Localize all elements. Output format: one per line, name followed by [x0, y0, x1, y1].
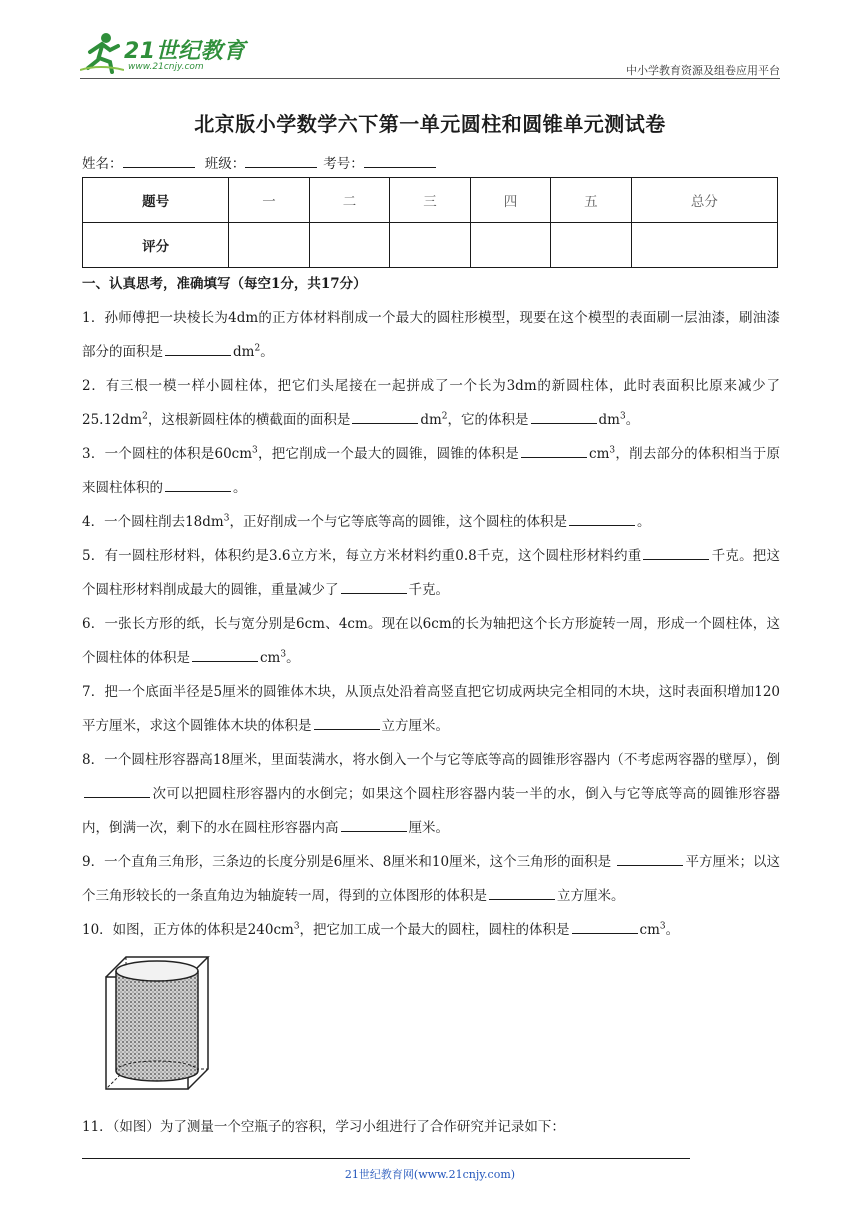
score-cell[interactable]: [631, 223, 777, 268]
student-info: [82, 152, 442, 172]
score-header-cell: 一: [229, 178, 309, 223]
section-heading: 一、认真思考，准确填写（每空1分，共17分）: [82, 276, 367, 292]
question-content: [82, 269, 780, 1144]
score-header-cell: 四: [470, 178, 550, 223]
name-blank[interactable]: [123, 155, 195, 168]
class-blank[interactable]: [245, 155, 317, 168]
q6-unit: cm: [260, 650, 281, 666]
q10-sup: 3: [293, 921, 300, 932]
q5-text: 5．有一圆柱形材料，体积约是3.6立方米，每立方米材料约重0.8千克，这个圆柱形材料约重: [82, 548, 642, 564]
question-2: [82, 369, 780, 437]
q1-text: 1．孙师傅把一块棱长为4dm的正方体材料削成一个最大的圆柱形模型，现要在这个模型的表面刷一层油漆，刷油漆部分的面积是: [82, 310, 780, 360]
number-label: 考号：: [323, 156, 364, 172]
question-11: 11．（如图）为了测量一个空瓶子的容积，学习小组进行了合作研究并记录如下：: [82, 1119, 565, 1135]
answer-blank[interactable]: [643, 545, 709, 560]
score-label-cell: 评分: [83, 223, 229, 268]
q1-end: 。: [260, 344, 274, 360]
class-label: 班级：: [204, 156, 246, 172]
answer-blank[interactable]: [165, 477, 231, 492]
answer-blank[interactable]: [165, 341, 231, 356]
q7-end: 立方厘米。: [381, 718, 449, 734]
page-title: 北京版小学数学六下第一单元圆柱和圆锥单元测试卷: [194, 112, 666, 136]
answer-blank[interactable]: [192, 647, 258, 662]
question-6: [82, 607, 780, 675]
q10-text: 10．如图，正方体的体积是240cm: [82, 922, 294, 938]
score-cell[interactable]: [229, 223, 309, 268]
q1-sup: 2: [254, 343, 261, 354]
answer-blank[interactable]: [521, 443, 587, 458]
q6-text: 6．一张长方形的纸，长与宽分别是6cm、4cm。现在以6cm的长为轴把这个长方形旋转一周，形成一个圆柱体，这个圆柱体的体积是: [82, 616, 780, 666]
question-5: [82, 539, 780, 607]
answer-blank[interactable]: [341, 817, 407, 832]
q3-sup: 3: [609, 445, 616, 456]
q5-end: 千克。: [408, 582, 449, 598]
q4-end: 。: [636, 514, 651, 530]
runner-logo-icon: [80, 30, 124, 74]
q2-text: ，它的体积是: [447, 412, 529, 428]
answer-blank[interactable]: [341, 579, 407, 594]
q9-text: 平方厘米；以这个三角形较长的一条直角边为轴旋转一周，得到的立体图形的体积是: [82, 854, 780, 904]
answer-blank[interactable]: [314, 715, 380, 730]
q5-text: 千克。把这个圆柱形材料削成最大的圆锥，重量减少了: [82, 548, 781, 598]
cube-cylinder-figure: [102, 953, 212, 1093]
score-cell[interactable]: [470, 223, 550, 268]
q10-unit: cm: [639, 922, 660, 938]
score-header-row: [83, 178, 778, 223]
q3-text: 3．一个圆柱的体积是60cm: [82, 446, 253, 462]
answer-blank[interactable]: [489, 885, 555, 900]
answer-blank[interactable]: [352, 409, 418, 424]
number-blank[interactable]: [364, 155, 436, 168]
question-4: [82, 505, 780, 539]
q3-end: 。: [233, 480, 247, 496]
answer-blank[interactable]: [617, 851, 683, 866]
q2-text: ，这根新圆柱体的横截面的面积是: [147, 412, 351, 428]
q2-text: 2．有三根一模一样小圆柱体，把它们头尾接在一起拼成了一个长为3dm的新圆柱体，此时表面积比原来减少了25.12dm: [82, 378, 780, 428]
q8-text: 次可以把圆柱形容器内的水倒完；如果这个圆柱形容器内装一半的水，倒入与它等底等高的圆锥形容器内，倒满一次，剩下的水在圆柱形容器内高: [82, 786, 780, 836]
score-header-cell: 三: [390, 178, 470, 223]
logo-url: www.21cnjy.com: [128, 62, 204, 72]
header-divider: [80, 78, 780, 79]
question-9: [82, 845, 780, 913]
score-cell[interactable]: [551, 223, 631, 268]
q9-end: 立方厘米。: [557, 888, 625, 904]
q6-sup: 3: [280, 649, 287, 660]
q10-end: 。: [665, 922, 680, 938]
question-8: [82, 743, 780, 845]
score-header-cell: 总分: [631, 178, 777, 223]
score-cell[interactable]: [309, 223, 389, 268]
score-cell[interactable]: [390, 223, 470, 268]
q2-end: 。: [625, 412, 640, 428]
answer-blank[interactable]: [572, 919, 638, 934]
q8-end: 厘米。: [408, 820, 449, 836]
q1-unit: dm: [233, 344, 255, 360]
score-header-cell: 题号: [83, 178, 229, 223]
name-label: 姓名：: [82, 156, 123, 172]
platform-label: 中小学教育资源及组卷应用平台: [626, 64, 780, 77]
q6-end: 。: [286, 650, 300, 666]
q2-unit: dm: [598, 412, 620, 428]
logo-text: 21世纪教育: [124, 39, 246, 64]
page-header: [80, 30, 780, 80]
question-3: [82, 437, 780, 505]
answer-blank[interactable]: [84, 783, 150, 798]
score-header-cell: 五: [551, 178, 631, 223]
q3-text: ，削去部分的体积相当于原来圆柱体积的: [82, 446, 781, 496]
q4-sup: 3: [223, 513, 230, 524]
q2-sup: 2: [142, 411, 148, 422]
answer-blank[interactable]: [531, 409, 597, 424]
q7-text: 7．把一个底面半径是5厘米的圆锥体木块，从顶点处沿着高竖直把它切成两块完全相同的木块，这时表面积增加120平方厘米，求这个圆锥体木块的体积是: [82, 684, 780, 734]
footer-text: 21世纪教育网(www.21cnjy.com): [344, 1168, 516, 1181]
q3-unit: cm: [589, 446, 610, 462]
q2-sup: 2: [441, 411, 448, 422]
answer-blank[interactable]: [569, 511, 635, 526]
question-1: [82, 301, 780, 369]
q10-text: ，把它加工成一个最大的圆柱，圆柱的体积是: [299, 922, 570, 938]
question-7: [82, 675, 780, 743]
q3-text: ，把它削成一个最大的圆锥，圆锥的体积是: [257, 446, 520, 462]
q10-sup: 3: [659, 921, 666, 932]
logo: [80, 30, 260, 78]
score-header-cell: 二: [309, 178, 389, 223]
q4-text: ，正好削成一个与它等底等高的圆锥，这个圆柱的体积是: [229, 514, 567, 530]
footer-divider: [82, 1158, 690, 1159]
q8-text: 8．一个圆柱形容器高18厘米，里面装满水，将水倒入一个与它等底等高的圆锥形容器内（不考虑两容器的壁厚），倒: [82, 752, 780, 768]
q2-unit: dm: [420, 412, 442, 428]
q2-sup: 3: [619, 411, 626, 422]
q4-text: 4．一个圆柱削去18dm: [82, 514, 224, 530]
question-10: [82, 913, 780, 947]
score-table: [82, 177, 778, 268]
q3-sup: 3: [252, 445, 258, 456]
score-row: [83, 223, 778, 268]
q9-text: 9．一个直角三角形，三条边的长度分别是6厘米、8厘米和10厘米，这个三角形的面积是: [82, 854, 616, 870]
